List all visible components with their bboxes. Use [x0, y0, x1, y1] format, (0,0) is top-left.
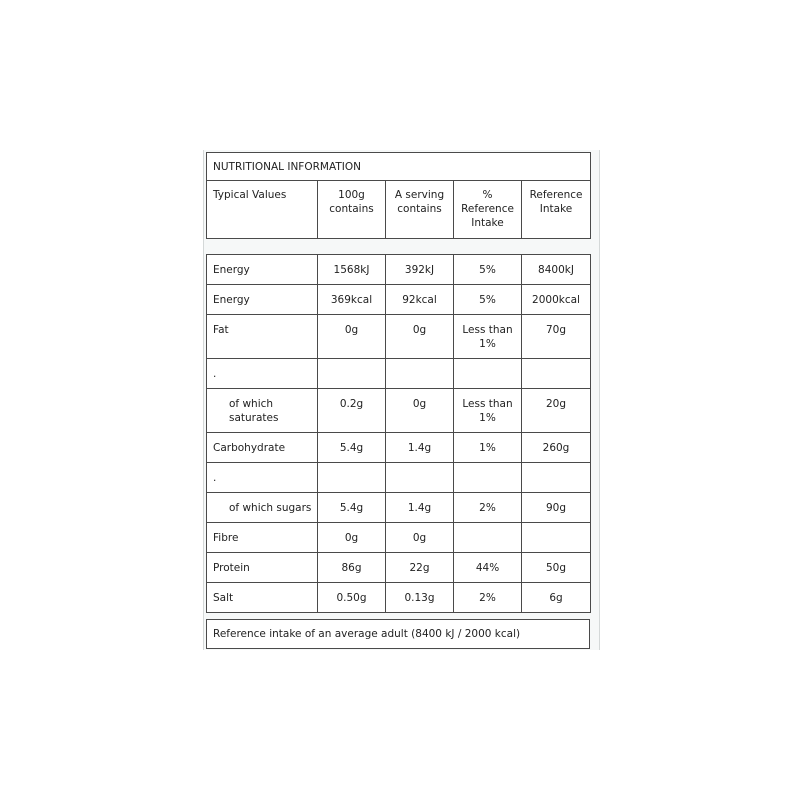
value-per-100g: 86g: [318, 553, 386, 583]
value-percent-ri: 44%: [454, 553, 522, 583]
value-per-100g: 0g: [318, 315, 386, 359]
table-row: [207, 493, 591, 523]
value-per-serving: 1.4g: [386, 433, 454, 463]
value-percent-ri: Less than 1%: [454, 315, 522, 359]
value-per-serving: 0g: [386, 315, 454, 359]
table-row: [207, 359, 591, 389]
value-reference-intake: 50g: [522, 553, 591, 583]
value-per-serving: 392kJ: [386, 255, 454, 285]
value-reference-intake: 6g: [522, 583, 591, 613]
value-per-100g: 369kcal: [318, 285, 386, 315]
value-reference-intake: 260g: [522, 433, 591, 463]
table-row: [207, 433, 591, 463]
value-per-100g: [318, 359, 386, 389]
nutrient-label: Fibre: [207, 523, 318, 553]
column-header-typical-values: Typical Values: [207, 181, 318, 239]
value-per-100g: 0.50g: [318, 583, 386, 613]
table-title: NUTRITIONAL INFORMATION: [207, 153, 591, 181]
table-row: [207, 315, 591, 359]
value-percent-ri: [454, 523, 522, 553]
value-percent-ri: [454, 359, 522, 389]
nutrition-values-table: [206, 254, 591, 613]
column-header-percent-ri: % Reference Intake: [454, 181, 522, 239]
value-percent-ri: [454, 463, 522, 493]
nutrient-label: .: [207, 463, 318, 493]
value-per-serving: 0g: [386, 389, 454, 433]
table-row: [207, 463, 591, 493]
nutrient-label: Energy: [207, 285, 318, 315]
value-per-100g: 5.4g: [318, 493, 386, 523]
value-per-100g: [318, 463, 386, 493]
value-per-100g: 0g: [318, 523, 386, 553]
column-header-row: [207, 181, 591, 239]
table-row: [207, 255, 591, 285]
column-header-serving: A serving contains: [386, 181, 454, 239]
value-reference-intake: [522, 359, 591, 389]
table-row: [207, 583, 591, 613]
value-per-serving: 22g: [386, 553, 454, 583]
value-reference-intake: [522, 523, 591, 553]
column-header-reference-intake: Reference Intake: [522, 181, 591, 239]
value-per-100g: 5.4g: [318, 433, 386, 463]
value-per-100g: 0.2g: [318, 389, 386, 433]
value-per-serving: [386, 359, 454, 389]
table-row: [207, 285, 591, 315]
value-per-serving: 0g: [386, 523, 454, 553]
nutrient-label: Fat: [207, 315, 318, 359]
nutrient-label: of which saturates: [207, 389, 318, 433]
nutrient-label: of which sugars: [207, 493, 318, 523]
value-per-serving: 0.13g: [386, 583, 454, 613]
value-reference-intake: 90g: [522, 493, 591, 523]
nutrient-label: Energy: [207, 255, 318, 285]
value-percent-ri: 1%: [454, 433, 522, 463]
nutrient-label: Salt: [207, 583, 318, 613]
table-row: [207, 389, 591, 433]
value-reference-intake: 2000kcal: [522, 285, 591, 315]
table-row: [207, 553, 591, 583]
value-reference-intake: 70g: [522, 315, 591, 359]
value-percent-ri: 5%: [454, 255, 522, 285]
value-percent-ri: 2%: [454, 493, 522, 523]
column-header-100g: 100g contains: [318, 181, 386, 239]
value-percent-ri: Less than 1%: [454, 389, 522, 433]
footer-note: Reference intake of an average adult (8400 kJ / 2000 kcal): [207, 620, 590, 649]
title-row: [207, 153, 591, 181]
value-reference-intake: [522, 463, 591, 493]
table-row: [207, 523, 591, 553]
value-per-serving: 92kcal: [386, 285, 454, 315]
value-per-100g: 1568kJ: [318, 255, 386, 285]
value-reference-intake: 8400kJ: [522, 255, 591, 285]
nutrition-header-table: [206, 152, 591, 239]
value-percent-ri: 2%: [454, 583, 522, 613]
value-percent-ri: 5%: [454, 285, 522, 315]
value-per-serving: [386, 463, 454, 493]
nutrient-label: Protein: [207, 553, 318, 583]
footer-table: [206, 619, 590, 649]
nutrient-label: Carbohydrate: [207, 433, 318, 463]
nutrient-label: .: [207, 359, 318, 389]
value-per-serving: 1.4g: [386, 493, 454, 523]
value-reference-intake: 20g: [522, 389, 591, 433]
